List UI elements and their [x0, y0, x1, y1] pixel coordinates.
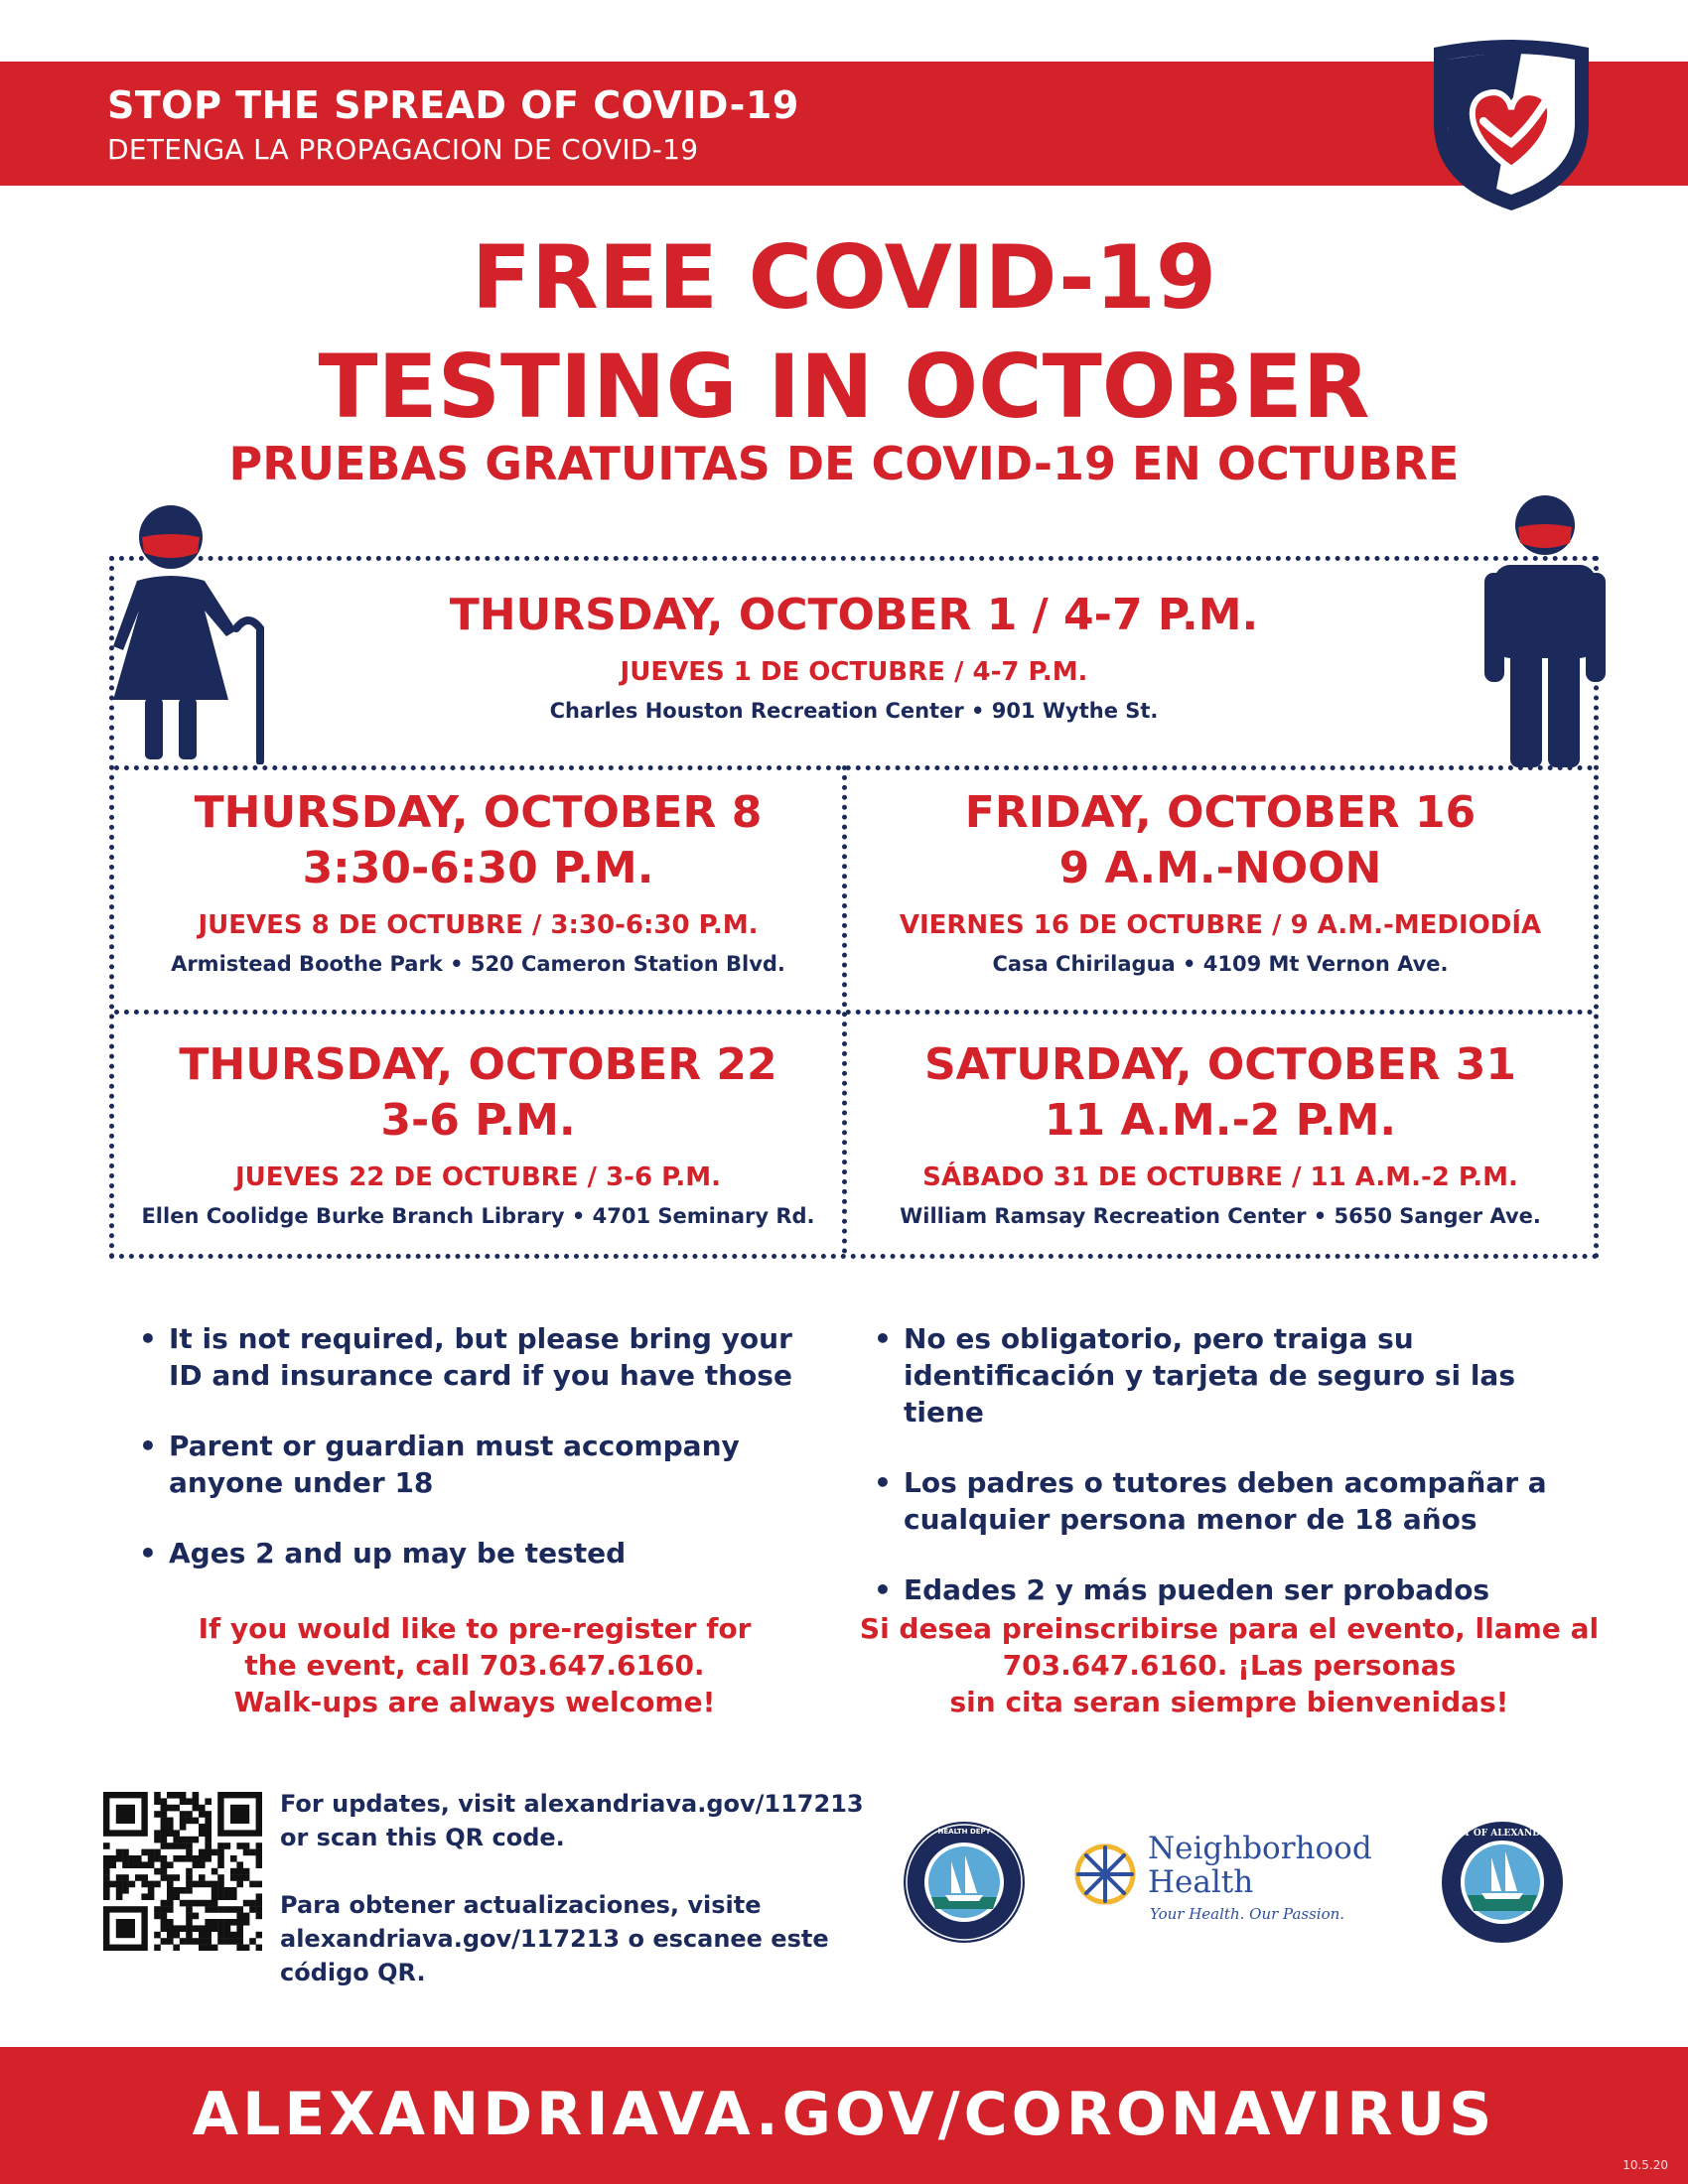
list-item: • It is not required, but please bring your ID and insurance card if you have those [139, 1322, 792, 1392]
man-mask-icon [1484, 493, 1606, 769]
bullet-icon: • [874, 1466, 892, 1499]
slot-date-spanish: SÁBADO 31 DE OCTUBRE / 11 A.M.-2 P.M. [922, 1162, 1518, 1192]
footer-url-link[interactable]: ALEXANDRIAVA.GOV/CORONAVIRUS [192, 2080, 1496, 2149]
neighborhood-health-tagline: Your Health. Our Passion. [1150, 1905, 1345, 1923]
svg-text:HEALTH DEPT: HEALTH DEPT [937, 1828, 991, 1836]
slot-location: Ellen Coolidge Burke Branch Library • 4701 Seminary Rd. [141, 1204, 815, 1228]
neighborhood-health-name: Neighborhood Health [1148, 1831, 1372, 1900]
slot-date-spanish: VIERNES 16 DE OCTUBRE / 9 A.M.-MEDIODÍA [899, 910, 1542, 940]
shield-heart-icon [1426, 38, 1597, 214]
bullet-icon: • [139, 1430, 157, 1462]
schedule-box [109, 556, 1599, 1259]
health-department-seal-icon [902, 1820, 1027, 1945]
neighborhood-health-logo [1070, 1832, 1398, 1931]
list-item: • No es obligatorio, pero traiga su identificación y tarjeta de seguro si las tiene [874, 1322, 1515, 1429]
slot-date-english: SATURDAY, OCTOBER 31 11 A.M.-2 P.M. [923, 1039, 1517, 1146]
bullet-icon: • [874, 1322, 892, 1355]
bullet-icon: • [139, 1537, 157, 1570]
slot-date-spanish: JUEVES 22 DE OCTUBRE / 3-6 P.M. [235, 1162, 721, 1192]
elderly-woman-mask-icon [109, 501, 268, 764]
slot-location: William Ramsay Recreation Center • 5650 Sanger Ave. [900, 1204, 1541, 1228]
svg-text:CITY OF ALEXANDRIA: CITY OF ALEXANDRIA [1446, 1829, 1559, 1839]
slot-date-english: THURSDAY, OCTOBER 22 3-6 P.M. [179, 1039, 777, 1146]
qr-code-icon[interactable] [103, 1792, 262, 1951]
list-item: • Parent or guardian must accompany anyone under 18 [139, 1430, 740, 1499]
list-item: • Edades 2 y más pueden ser probados [874, 1573, 1490, 1606]
slot-date-spanish: JUEVES 8 DE OCTUBRE / 3:30-6:30 P.M. [198, 910, 759, 940]
schedule-divider [114, 765, 1594, 770]
slot-location: Armistead Boothe Park • 520 Cameron Station Blvd. [171, 952, 785, 976]
info-list-spanish [852, 1320, 1567, 1642]
footer-banner [0, 2047, 1688, 2184]
version-date: 10.5.20 [1622, 2158, 1668, 2172]
slot-date-english: THURSDAY, OCTOBER 1 / 4-7 P.M. [449, 590, 1259, 640]
schedule-slot [847, 1037, 1594, 1228]
schedule-slot [114, 785, 842, 976]
star-circle-icon [1070, 1840, 1140, 1909]
register-note-english: If you would like to pre-register for the event, call 703.647.6160. Walk-ups are always welcome! [198, 1612, 752, 1718]
slot-location: Casa Chirilagua • 4109 Mt Vernon Ave. [992, 952, 1449, 976]
page-subtitle-spanish: PRUEBAS GRATUITAS DE COVID-19 EN OCTUBRE [228, 437, 1460, 490]
schedule-slot [847, 785, 1594, 976]
header-subtitle: DETENGA LA PROPAGACION DE COVID-19 [107, 133, 699, 166]
slot-location: Charles Houston Recreation Center • 901 Wythe St. [549, 699, 1159, 723]
bullet-icon: • [139, 1322, 157, 1355]
page-title: FREE COVID-19 TESTING IN OCTOBER [318, 226, 1370, 438]
slot-date-english: FRIDAY, OCTOBER 16 9 A.M.-NOON [964, 787, 1477, 893]
header-title: STOP THE SPREAD OF COVID-19 [107, 83, 799, 127]
schedule-divider [114, 1010, 1594, 1015]
updates-text: For updates, visit alexandriava.gov/117213 or scan this QR code. Para obtener actualizaciones, visite alexandriava.gov/117213 o escanee este código QR. [280, 1790, 864, 1986]
list-item: • Ages 2 and up may be tested [139, 1537, 627, 1570]
list-item: • Los padres o tutores deben acompañar a cualquier persona menor de 18 años [874, 1466, 1547, 1536]
schedule-slot [343, 588, 1365, 723]
slot-date-spanish: JUEVES 1 DE OCTUBRE / 4-7 P.M. [620, 657, 1088, 687]
city-seal-icon [1440, 1820, 1565, 1945]
info-list-english [117, 1320, 832, 1605]
slot-date-english: THURSDAY, OCTOBER 8 3:30-6:30 P.M. [194, 787, 763, 893]
register-note-spanish: Si desea preinscribirse para el evento, llame al 703.647.6160. ¡Las personas sin cita seran siempre bienvenidas! [859, 1612, 1600, 1718]
schedule-slot [114, 1037, 842, 1228]
bullet-icon: • [874, 1573, 892, 1606]
